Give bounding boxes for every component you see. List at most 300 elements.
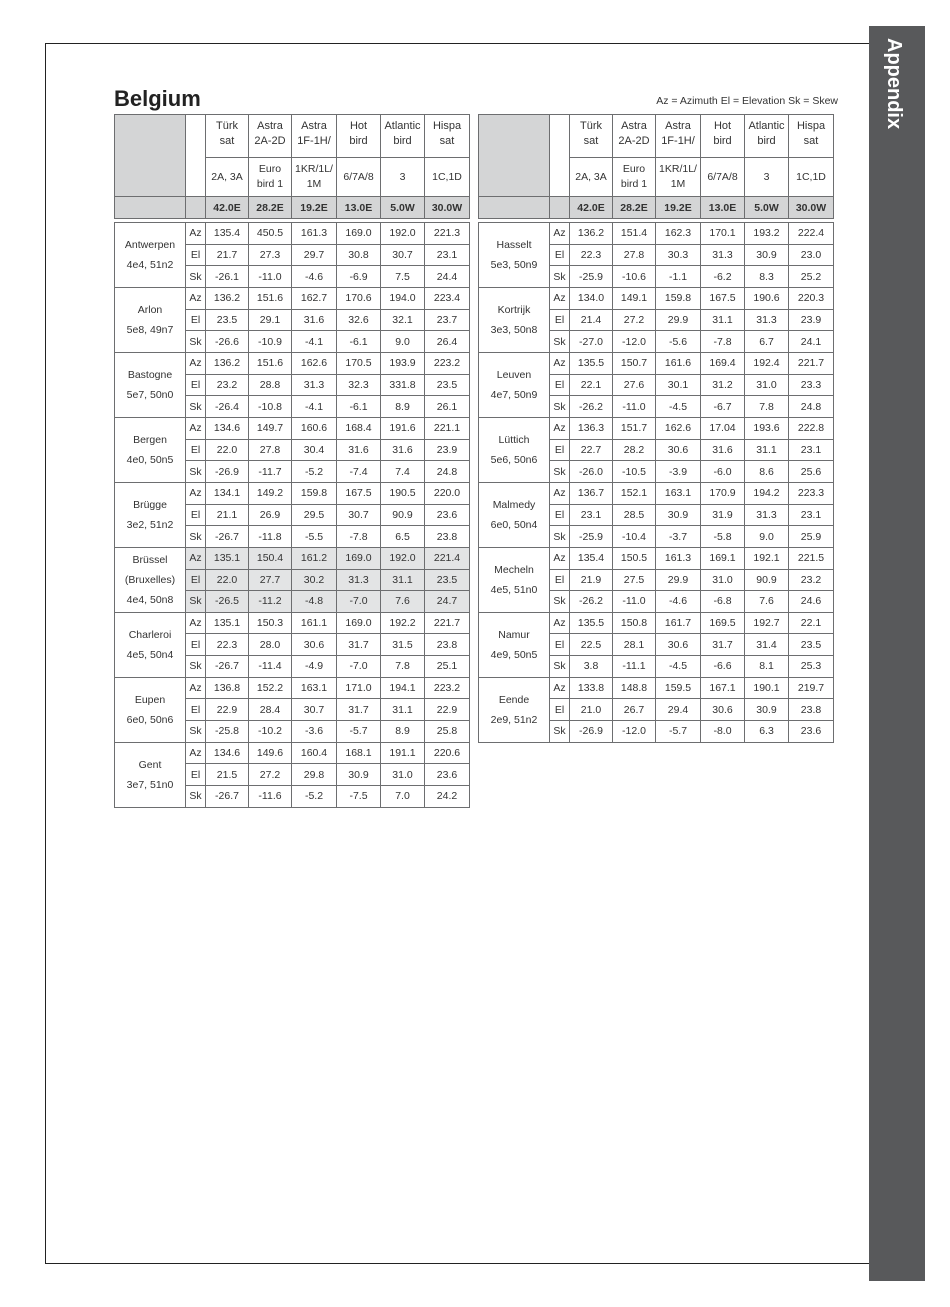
- satellite-name: [745, 115, 789, 158]
- value-cell: 7.8: [745, 396, 789, 418]
- axis-label: El: [186, 439, 206, 461]
- value-cell: -11.7: [249, 461, 292, 483]
- satellite-name: [381, 115, 425, 158]
- value-cell: -7.5: [337, 786, 381, 808]
- value-cell: -11.4: [249, 656, 292, 678]
- city-coordinates: 2e9, 51n2: [490, 713, 538, 726]
- value-cell: 3.8: [570, 656, 613, 678]
- value-cell: 169.0: [337, 223, 381, 245]
- value-cell: 220.0: [425, 482, 470, 504]
- city-cell: [115, 417, 186, 482]
- header-axis-corner: [186, 115, 206, 197]
- value-cell: 6.5: [381, 526, 425, 548]
- value-cell: 23.2: [206, 374, 249, 396]
- value-cell: 220.3: [789, 287, 834, 309]
- satellite-name: [425, 115, 470, 158]
- value-cell: 167.1: [701, 677, 745, 699]
- value-cell: 8.3: [745, 266, 789, 288]
- value-cell: 9.0: [381, 331, 425, 353]
- value-cell: 190.5: [381, 482, 425, 504]
- axis-label: Az: [550, 612, 570, 634]
- value-cell: 151.7: [613, 417, 656, 439]
- city-cell: [479, 547, 550, 612]
- value-cell: -6.8: [701, 591, 745, 613]
- value-cell: 28.8: [249, 374, 292, 396]
- orbit-position: 13.0E: [337, 197, 381, 219]
- value-cell: 31.0: [745, 374, 789, 396]
- satellite-sub: [381, 158, 425, 197]
- axis-label: Az: [550, 287, 570, 309]
- city-cell: [479, 482, 550, 547]
- value-cell: 220.6: [425, 742, 470, 764]
- value-cell: 331.8: [381, 374, 425, 396]
- header-axis-corner: [550, 115, 570, 197]
- value-cell: 29.4: [656, 699, 701, 721]
- axis-label: Sk: [550, 591, 570, 613]
- value-cell: 7.4: [381, 461, 425, 483]
- value-cell: 24.2: [425, 786, 470, 808]
- value-cell: 31.1: [381, 569, 425, 591]
- satellite-name-line: Astra: [621, 120, 647, 132]
- value-cell: 149.1: [613, 287, 656, 309]
- value-cell: -11.8: [249, 526, 292, 548]
- appendix-tab-label-wrap: [869, 26, 925, 226]
- value-cell: 23.5: [206, 309, 249, 331]
- value-cell: -26.2: [570, 591, 613, 613]
- value-cell: 193.2: [745, 223, 789, 245]
- axis-label: Sk: [186, 461, 206, 483]
- axis-label: El: [550, 309, 570, 331]
- satellite-name: [789, 115, 834, 158]
- axis-label: El: [186, 244, 206, 266]
- value-cell: 30.8: [337, 244, 381, 266]
- value-cell: 24.1: [789, 331, 834, 353]
- satellite-sub-line: 1M: [670, 178, 686, 190]
- value-cell: 22.9: [206, 699, 249, 721]
- legend: Az = Azimuth El = Elevation Sk = Skew: [656, 95, 838, 107]
- value-cell: 7.5: [381, 266, 425, 288]
- value-cell: 32.1: [381, 309, 425, 331]
- header-row-names: [115, 115, 470, 158]
- axis-label: Sk: [550, 656, 570, 678]
- satellite-name-line: Atlantic: [748, 120, 785, 132]
- value-cell: 192.0: [381, 547, 425, 569]
- city-cell: [479, 417, 550, 482]
- value-cell: 30.6: [701, 699, 745, 721]
- value-cell: 163.1: [656, 482, 701, 504]
- orbit-position: 19.2E: [656, 197, 701, 219]
- value-cell: -10.8: [249, 396, 292, 418]
- value-cell: 221.3: [425, 223, 470, 245]
- value-cell: 23.5: [425, 374, 470, 396]
- satellite-name: [656, 115, 701, 158]
- value-cell: 23.8: [789, 699, 834, 721]
- value-cell: -5.7: [337, 721, 381, 743]
- value-cell: 135.4: [206, 223, 249, 245]
- value-cell: 167.5: [701, 287, 745, 309]
- city-cell: [115, 223, 186, 288]
- value-cell: -11.0: [613, 591, 656, 613]
- axis-label: El: [186, 764, 206, 786]
- axis-label: El: [186, 569, 206, 591]
- city-name: Leuven: [496, 368, 532, 381]
- value-cell: 27.5: [613, 569, 656, 591]
- value-cell: 28.4: [249, 699, 292, 721]
- value-cell: 150.3: [249, 612, 292, 634]
- satellite-sub-line: Euro: [258, 163, 282, 175]
- right-satellite-table: [478, 114, 834, 743]
- value-cell: -4.6: [656, 591, 701, 613]
- city-name: Lüttich: [498, 433, 530, 446]
- axis-label: Az: [550, 352, 570, 374]
- table-row: [479, 482, 834, 504]
- axis-label: Az: [550, 482, 570, 504]
- satellite-name-line: bird: [393, 135, 412, 147]
- satellite-sub-line: 3: [399, 170, 406, 183]
- value-cell: 30.7: [381, 244, 425, 266]
- value-cell: 149.7: [249, 417, 292, 439]
- value-cell: 26.9: [249, 504, 292, 526]
- value-cell: 31.7: [337, 634, 381, 656]
- value-cell: 159.8: [656, 287, 701, 309]
- satellite-sub: [701, 158, 745, 197]
- satellite-name-line: Hispa: [796, 120, 826, 132]
- value-cell: 191.6: [381, 417, 425, 439]
- value-cell: 221.1: [425, 417, 470, 439]
- value-cell: 135.1: [206, 547, 249, 569]
- city-cell: [115, 482, 186, 547]
- value-cell: 161.6: [656, 352, 701, 374]
- value-cell: -4.5: [656, 656, 701, 678]
- value-cell: 31.1: [701, 309, 745, 331]
- value-cell: 169.1: [701, 547, 745, 569]
- value-cell: 194.1: [381, 677, 425, 699]
- value-cell: 31.3: [337, 569, 381, 591]
- value-cell: 162.6: [656, 417, 701, 439]
- value-cell: 29.7: [292, 244, 337, 266]
- value-cell: 222.8: [789, 417, 834, 439]
- value-cell: 28.2: [613, 439, 656, 461]
- value-cell: -5.8: [701, 526, 745, 548]
- value-cell: 22.0: [206, 569, 249, 591]
- value-cell: 21.5: [206, 764, 249, 786]
- satellite-name-line: Astra: [665, 120, 691, 132]
- axis-label: Az: [186, 677, 206, 699]
- value-cell: 193.9: [381, 352, 425, 374]
- value-cell: 25.6: [789, 461, 834, 483]
- value-cell: 150.5: [613, 547, 656, 569]
- city-cell: [115, 742, 186, 807]
- value-cell: 31.4: [745, 634, 789, 656]
- satellite-sub-line: 2A, 3A: [211, 170, 243, 183]
- value-cell: 21.1: [206, 504, 249, 526]
- value-cell: 152.1: [613, 482, 656, 504]
- satellite-sub-line: bird 1: [620, 178, 648, 190]
- value-cell: 25.1: [425, 656, 470, 678]
- satellite-sub-line: 6/7A/8: [343, 170, 374, 183]
- value-cell: 28.1: [613, 634, 656, 656]
- value-cell: 24.8: [425, 461, 470, 483]
- value-cell: 25.3: [789, 656, 834, 678]
- city-coordinates: 4e4, 50n8: [126, 593, 174, 606]
- axis-label: El: [550, 244, 570, 266]
- value-cell: 7.8: [381, 656, 425, 678]
- value-cell: 23.8: [425, 526, 470, 548]
- value-cell: -11.2: [249, 591, 292, 613]
- value-cell: 31.3: [745, 504, 789, 526]
- axis-label: Sk: [186, 591, 206, 613]
- value-cell: -25.9: [570, 266, 613, 288]
- city-coordinates: 4e5, 51n0: [490, 583, 538, 596]
- value-cell: 135.1: [206, 612, 249, 634]
- value-cell: 30.9: [745, 699, 789, 721]
- value-cell: 135.5: [570, 352, 613, 374]
- value-cell: 170.6: [337, 287, 381, 309]
- value-cell: 169.5: [701, 612, 745, 634]
- value-cell: 27.3: [249, 244, 292, 266]
- value-cell: 31.6: [337, 439, 381, 461]
- satellite-sub: [249, 158, 292, 197]
- axis-label: Sk: [186, 331, 206, 353]
- value-cell: -10.6: [613, 266, 656, 288]
- value-cell: 31.1: [381, 699, 425, 721]
- value-cell: -5.5: [292, 526, 337, 548]
- value-cell: 31.5: [381, 634, 425, 656]
- value-cell: -11.6: [249, 786, 292, 808]
- value-cell: -3.7: [656, 526, 701, 548]
- table-row: [479, 223, 834, 245]
- orbit-axis-corner: [186, 197, 206, 219]
- axis-label: Az: [186, 352, 206, 374]
- value-cell: -26.2: [570, 396, 613, 418]
- appendix-tab-label: Appendix: [883, 38, 905, 130]
- satellite-sub-line: 1M: [306, 178, 322, 190]
- value-cell: 90.9: [745, 569, 789, 591]
- value-cell: -6.2: [701, 266, 745, 288]
- satellite-name: [292, 115, 337, 158]
- value-cell: 22.1: [789, 612, 834, 634]
- value-cell: 192.2: [381, 612, 425, 634]
- value-cell: -6.6: [701, 656, 745, 678]
- axis-label: Az: [550, 547, 570, 569]
- value-cell: 161.3: [292, 223, 337, 245]
- value-cell: -26.9: [570, 721, 613, 743]
- axis-label: Az: [550, 677, 570, 699]
- city-cell: [115, 547, 186, 612]
- orbit-position: 5.0W: [381, 197, 425, 219]
- value-cell: 151.6: [249, 352, 292, 374]
- value-cell: -10.5: [613, 461, 656, 483]
- value-cell: 23.1: [570, 504, 613, 526]
- value-cell: 161.2: [292, 547, 337, 569]
- value-cell: -4.5: [656, 396, 701, 418]
- table-row: [115, 417, 470, 439]
- satellite-sub: [292, 158, 337, 197]
- value-cell: 90.9: [381, 504, 425, 526]
- value-cell: 22.5: [570, 634, 613, 656]
- orbit-position: 42.0E: [206, 197, 249, 219]
- value-cell: 22.3: [206, 634, 249, 656]
- city-name: Malmedy: [492, 498, 536, 511]
- value-cell: 134.0: [570, 287, 613, 309]
- satellite-sub-line: 3: [763, 170, 770, 183]
- value-cell: 134.6: [206, 417, 249, 439]
- orbit-position: 30.0W: [789, 197, 834, 219]
- value-cell: 24.4: [425, 266, 470, 288]
- axis-label: El: [186, 634, 206, 656]
- value-cell: 28.5: [613, 504, 656, 526]
- table-row: [479, 547, 834, 569]
- value-cell: 21.0: [570, 699, 613, 721]
- satellite-name-line: Hispa: [432, 120, 462, 132]
- value-cell: -10.4: [613, 526, 656, 548]
- value-cell: 23.1: [789, 504, 834, 526]
- value-cell: 25.8: [425, 721, 470, 743]
- value-cell: 29.9: [656, 569, 701, 591]
- satellite-name-line: Hot: [349, 120, 368, 132]
- city-name: Charleroi: [128, 628, 172, 641]
- value-cell: 136.2: [206, 287, 249, 309]
- satellite-name: [701, 115, 745, 158]
- value-cell: 24.8: [789, 396, 834, 418]
- value-cell: -5.2: [292, 461, 337, 483]
- value-cell: 167.5: [337, 482, 381, 504]
- value-cell: -7.0: [337, 656, 381, 678]
- city-cell: [479, 287, 550, 352]
- satellite-name-line: 2A-2D: [254, 135, 286, 147]
- value-cell: 192.7: [745, 612, 789, 634]
- value-cell: 170.9: [701, 482, 745, 504]
- table-row: [479, 677, 834, 699]
- value-cell: 21.7: [206, 244, 249, 266]
- table-row: [115, 287, 470, 309]
- city-name: Brüssel: [132, 553, 168, 566]
- axis-label: Sk: [186, 786, 206, 808]
- axis-label: Az: [186, 482, 206, 504]
- value-cell: 136.7: [570, 482, 613, 504]
- value-cell: -25.8: [206, 721, 249, 743]
- value-cell: 30.7: [292, 699, 337, 721]
- value-cell: 148.8: [613, 677, 656, 699]
- axis-label: El: [186, 374, 206, 396]
- city-coordinates: 4e0, 50n5: [126, 453, 174, 466]
- value-cell: 133.8: [570, 677, 613, 699]
- value-cell: 170.5: [337, 352, 381, 374]
- value-cell: -4.1: [292, 331, 337, 353]
- satellite-sub: [613, 158, 656, 197]
- value-cell: 221.4: [425, 547, 470, 569]
- value-cell: 30.6: [656, 634, 701, 656]
- value-cell: 27.7: [249, 569, 292, 591]
- satellite-sub-line: 1C,1D: [432, 170, 462, 183]
- value-cell: 162.3: [656, 223, 701, 245]
- value-cell: 221.5: [789, 547, 834, 569]
- orbit-position: 13.0E: [701, 197, 745, 219]
- city-cell: [479, 677, 550, 742]
- value-cell: 31.0: [701, 569, 745, 591]
- axis-label: El: [550, 374, 570, 396]
- value-cell: -27.0: [570, 331, 613, 353]
- city-name: Bastogne: [127, 368, 173, 381]
- value-cell: 30.4: [292, 439, 337, 461]
- value-cell: -8.0: [701, 721, 745, 743]
- satellite-name-line: Atlantic: [384, 120, 421, 132]
- value-cell: 194.2: [745, 482, 789, 504]
- value-cell: -26.9: [206, 461, 249, 483]
- value-cell: -4.6: [292, 266, 337, 288]
- value-cell: 21.4: [570, 309, 613, 331]
- value-cell: -12.0: [613, 721, 656, 743]
- value-cell: 223.4: [425, 287, 470, 309]
- value-cell: -6.1: [337, 396, 381, 418]
- value-cell: 136.3: [570, 417, 613, 439]
- value-cell: 31.3: [745, 309, 789, 331]
- value-cell: 160.4: [292, 742, 337, 764]
- satellite-sub-line: 1KR/1L/: [659, 163, 697, 175]
- value-cell: 27.8: [249, 439, 292, 461]
- axis-label: Sk: [186, 396, 206, 418]
- value-cell: 169.4: [701, 352, 745, 374]
- orbit-position: 5.0W: [745, 197, 789, 219]
- satellite-sub-line: 2A, 3A: [575, 170, 607, 183]
- table-row: [115, 677, 470, 699]
- value-cell: 30.9: [337, 764, 381, 786]
- axis-label: Sk: [186, 266, 206, 288]
- value-cell: 32.6: [337, 309, 381, 331]
- city-cell: [479, 223, 550, 288]
- value-cell: 162.6: [292, 352, 337, 374]
- city-coordinates: 3e2, 51n2: [126, 518, 174, 531]
- orbit-position: 28.2E: [613, 197, 656, 219]
- value-cell: 30.6: [292, 634, 337, 656]
- satellite-name: [249, 115, 292, 158]
- value-cell: 26.7: [613, 699, 656, 721]
- value-cell: 31.2: [701, 374, 745, 396]
- value-cell: 30.7: [337, 504, 381, 526]
- value-cell: 25.2: [789, 266, 834, 288]
- city-coordinates: 6e0, 50n4: [490, 518, 538, 531]
- city-cell: [479, 612, 550, 677]
- satellite-sub-line: 6/7A/8: [707, 170, 738, 183]
- value-cell: 23.6: [425, 504, 470, 526]
- satellite-sub: [337, 158, 381, 197]
- value-cell: 192.4: [745, 352, 789, 374]
- value-cell: -7.4: [337, 461, 381, 483]
- value-cell: 223.3: [789, 482, 834, 504]
- axis-label: Az: [186, 287, 206, 309]
- value-cell: 30.3: [656, 244, 701, 266]
- value-cell: 23.9: [425, 439, 470, 461]
- value-cell: -25.9: [570, 526, 613, 548]
- value-cell: 161.1: [292, 612, 337, 634]
- axis-label: Az: [550, 417, 570, 439]
- value-cell: 9.0: [745, 526, 789, 548]
- city-name: (Bruxelles): [124, 573, 176, 586]
- satellite-name-line: Türk: [216, 120, 238, 132]
- satellite-name-line: sat: [583, 135, 599, 147]
- satellite-sub-line: bird 1: [256, 178, 284, 190]
- value-cell: -7.8: [701, 331, 745, 353]
- axis-label: Sk: [186, 721, 206, 743]
- value-cell: 168.4: [337, 417, 381, 439]
- city-coordinates: 4e5, 50n4: [126, 648, 174, 661]
- value-cell: 134.1: [206, 482, 249, 504]
- value-cell: -6.1: [337, 331, 381, 353]
- value-cell: 23.6: [425, 764, 470, 786]
- axis-label: Az: [186, 417, 206, 439]
- value-cell: 149.6: [249, 742, 292, 764]
- orbit-position: 30.0W: [425, 197, 470, 219]
